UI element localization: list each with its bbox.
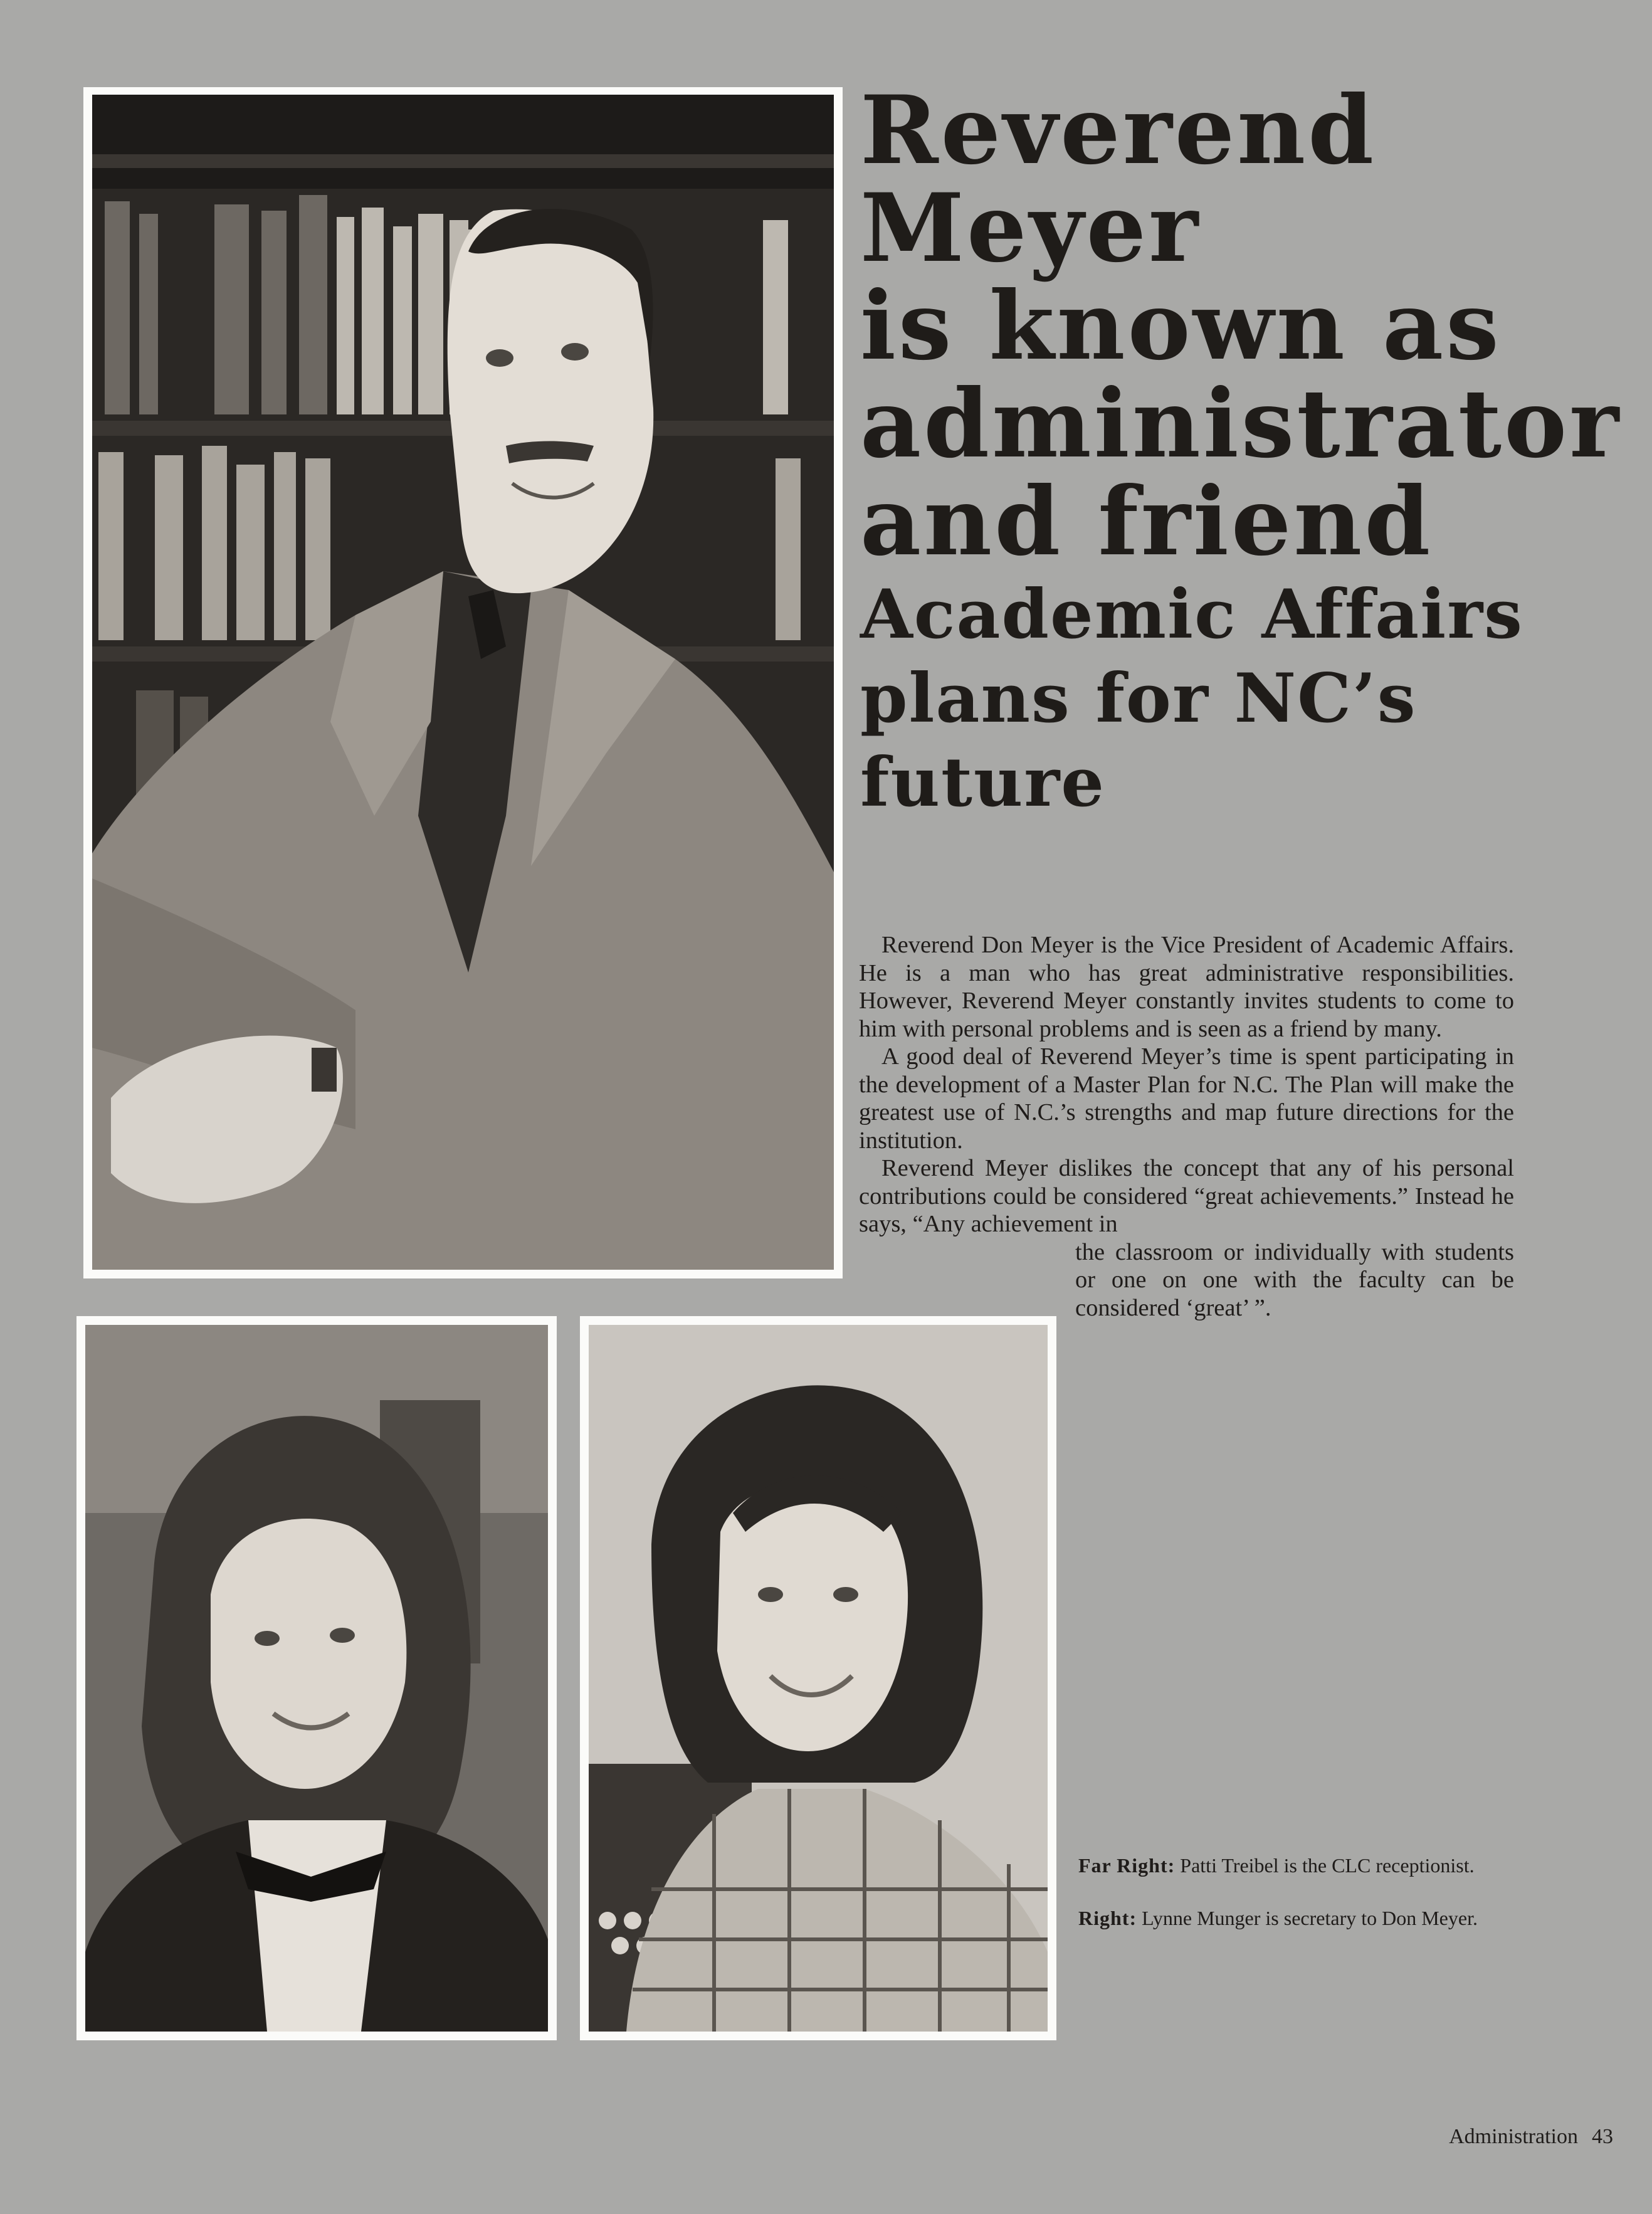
- caption-text: Lynne Munger is secretary to Don Meyer.: [1142, 1907, 1478, 1929]
- body-paragraph: Reverend Don Meyer is the Vice President of Academic Affairs. He is a man who has great administrative responsibilities. However, Reverend Meyer constantly invites students to come to him with personal problems and is seen as a friend by many.: [859, 932, 1514, 1042]
- photo-patti-treibel: [76, 1316, 557, 2040]
- headline-line: Meyer: [860, 173, 1201, 283]
- photo-lynne-munger: [580, 1316, 1056, 2040]
- headline-line: Reverend: [860, 75, 1377, 186]
- photo-reverend-meyer-image: [92, 95, 834, 1270]
- photo-lynne-munger-image: [589, 1325, 1048, 2032]
- subheadline-line: future: [860, 743, 1106, 822]
- body-paragraph: A good deal of Reverend Meyer’s time is spent participating in the development of a Master Plan for N.C. The Plan will make the greatest use of N.C.’s strengths and map future directions for the institution.: [859, 1043, 1514, 1154]
- photo-patti-treibel-image: [85, 1325, 548, 2032]
- headline-line: administrator: [860, 369, 1622, 479]
- photo-captions: [1078, 1853, 1517, 1958]
- subheadline-line: Academic Affairs: [860, 575, 1523, 654]
- section-name: Administration: [1449, 2125, 1578, 2148]
- page-folio: [1449, 2125, 1613, 2149]
- photo-reverend-meyer: [83, 87, 843, 1278]
- article-body: [859, 931, 1514, 1322]
- headline: [860, 75, 1644, 823]
- caption-label: Right:: [1078, 1907, 1137, 1929]
- headline-line: and friend: [860, 467, 1433, 577]
- caption-text: Patti Treibel is the CLC receptionist.: [1180, 1854, 1475, 1877]
- body-paragraph-continuation: the classroom or individually with students or one on one with the faculty can be considered ‘great’ ”.: [1075, 1238, 1514, 1321]
- caption-right: [1078, 1906, 1517, 1931]
- page-number: 43: [1592, 2125, 1613, 2148]
- caption-label: Far Right:: [1078, 1854, 1176, 1877]
- subheadline-line: plans for NC’s: [860, 659, 1417, 738]
- headline-line: is known as: [860, 271, 1502, 381]
- body-paragraph: Reverend Meyer dislikes the concept that any of his personal contributions could be considered “great achievements.” Instead he says, “Any achievement in: [859, 1155, 1514, 1237]
- caption-far-right: [1078, 1853, 1517, 1878]
